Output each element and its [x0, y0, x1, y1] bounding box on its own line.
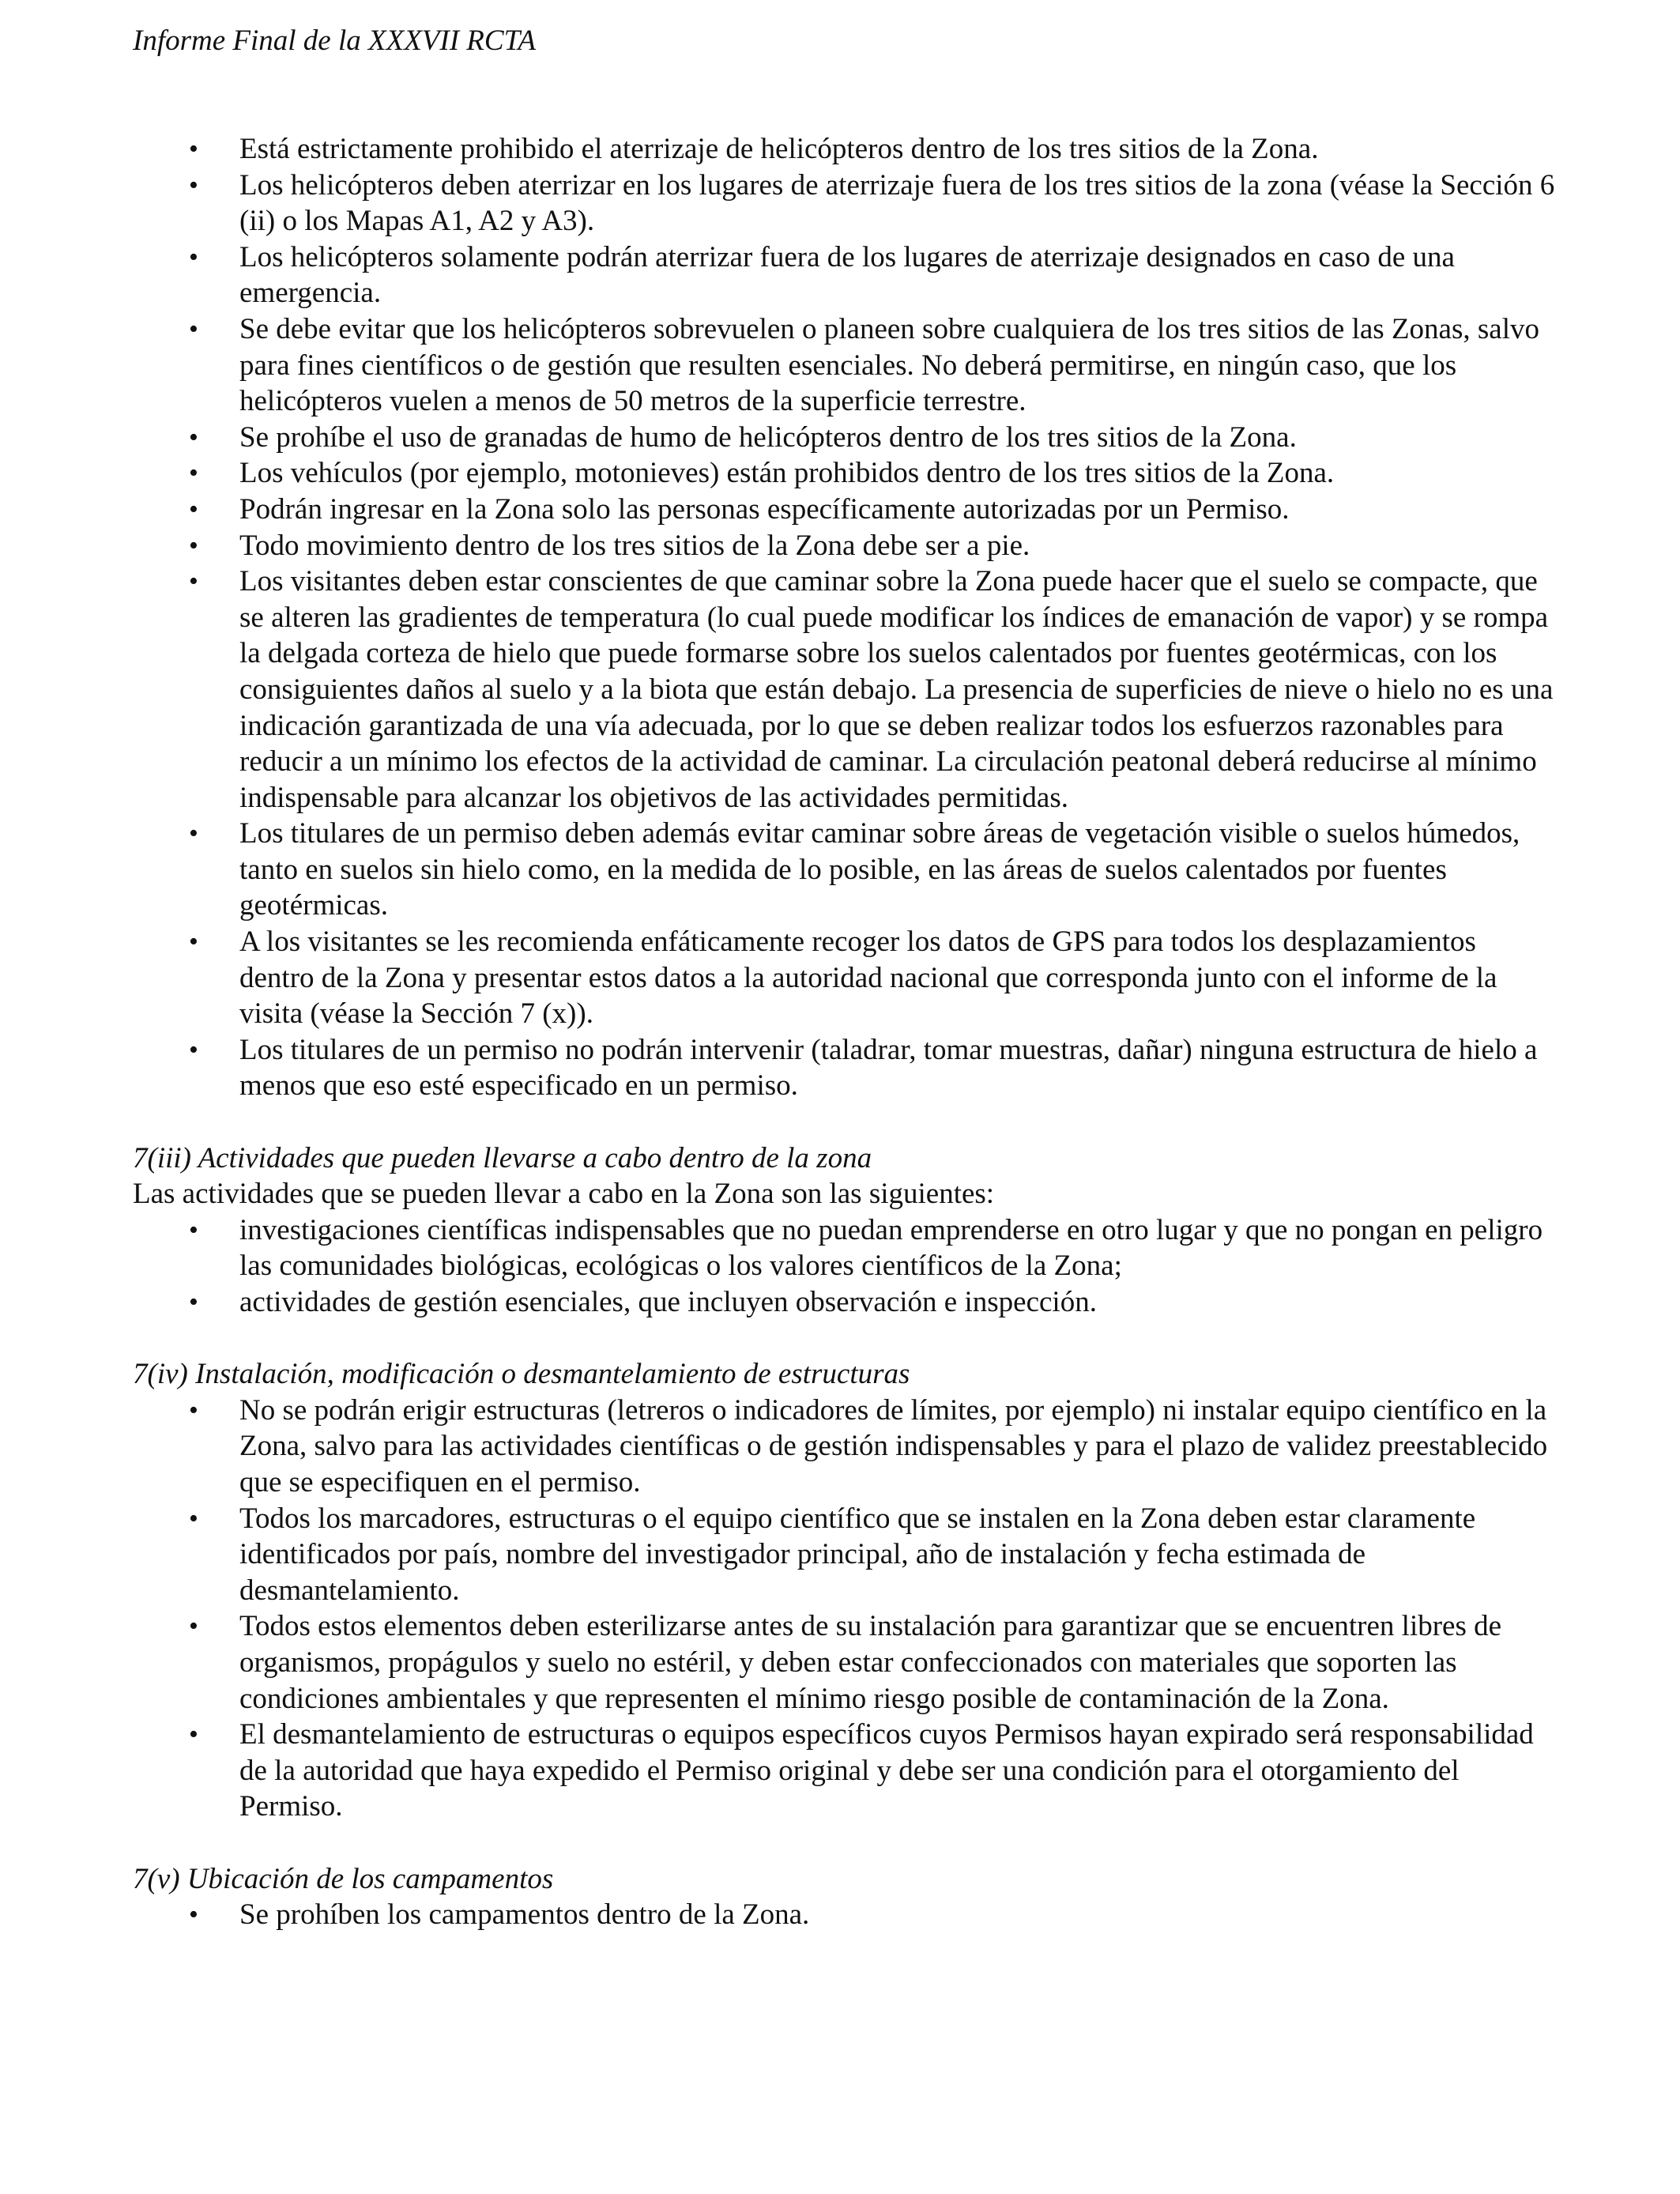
spacer	[133, 1321, 1555, 1357]
list-item-text: Se debe evitar que los helicópteros sobrevuelen o planeen sobre cualquiera de los tres sitios de las Zonas, salvo para fines científicos o de gestión que resulten esenciales. No deberá permitirse, en ningún caso, que los helicópteros vuelen a menos de 50 metros de la superficie terrestre.	[239, 312, 1539, 418]
list-item-text: Todo movimiento dentro de los tres sitios de la Zona debe ser a pie.	[239, 529, 1030, 562]
list-item-text: Los helicópteros deben aterrizar en los lugares de aterrizaje fuera de los tres sitios de la zona (véase la Sección 6 (ii) o los Mapas A1, A2 y A3).	[239, 168, 1555, 238]
list-item	[133, 1393, 1555, 1501]
running-header: Informe Final de la XXXVII RCTA	[133, 25, 537, 57]
list-item-text: Los vehículos (por ejemplo, motonieves) están prohibidos dentro de los tres sitios de la Zona.	[239, 457, 1335, 490]
section-heading-structures: 7(iv) Instalación, modificación o desmantelamiento de estructuras	[133, 1358, 910, 1391]
list-item-text: Todos estos elementos deben esterilizarse antes de su instalación para garantizar que se encuentren libres de organismos, propágulos y suelo no estéril, y deben estar confeccionados con materiales que soporten las condiciones ambientales y que representen el mínimo riesgo posible de contaminación de la Zona.	[239, 1610, 1502, 1715]
list-item	[133, 168, 1555, 239]
list-item-text: actividades de gestión esenciales, que incluyen observación e inspección.	[239, 1286, 1097, 1318]
list-item	[133, 924, 1555, 1032]
list-item-text: Los titulares de un permiso no podrán intervenir (taladrar, tomar muestras, dañar) ninguna estructura de hielo a menos que eso esté especificado en un permiso.	[239, 1033, 1538, 1103]
section-heading-activities: 7(iii) Actividades que pueden llevarse a cabo dentro de la zona	[133, 1141, 872, 1174]
bullet-icon: •	[189, 1287, 198, 1317]
bullet-icon: •	[189, 1395, 198, 1425]
list-item	[133, 131, 1555, 168]
bullet-icon: •	[189, 242, 198, 272]
bullet-icon: •	[189, 458, 198, 488]
activities-list	[133, 1212, 1555, 1321]
bullet-icon: •	[189, 494, 198, 524]
list-item	[133, 564, 1555, 816]
list-item	[133, 1032, 1555, 1104]
bullet-icon: •	[189, 1612, 198, 1642]
spacer	[133, 1825, 1555, 1861]
list-item-text: Los helicópteros solamente podrán aterrizar fuera de los lugares de aterrizaje designados en caso de una emergencia.	[239, 240, 1455, 310]
structures-list	[133, 1393, 1555, 1825]
list-item-text: Los visitantes deben estar conscientes de que caminar sobre la Zona puede hacer que el suelo se compacte, que se alteren las gradientes de temperatura (lo cual puede modificar los índices de emanación de vapor) y se rompa la delgada corteza de hielo que puede formarse sobre los suelos calentados por fuentes geotérmicas, con los consiguientes daños al suelo y a la biota que están debajo. La presencia de superficies de nieve o hielo no es una indicación garantizada de una vía adecuada, por lo que se deben realizar todos los esfuerzos razonables para reducir a un mínimo los efectos de la actividad de caminar. La circulación peatonal deberá reducirse al mínimo indispensable para alcanzar los objetivos de las actividades permitidas.	[239, 565, 1554, 814]
bullet-icon: •	[189, 819, 198, 849]
list-item	[133, 1284, 1555, 1321]
restrictions-list	[133, 131, 1555, 1104]
list-item	[133, 1501, 1555, 1609]
bullet-icon: •	[189, 1215, 198, 1245]
list-item	[133, 455, 1555, 492]
list-item	[133, 1212, 1555, 1284]
list-item	[133, 1717, 1555, 1825]
list-item	[133, 420, 1555, 456]
spacer	[133, 1104, 1555, 1140]
section-intro: Las actividades que se pueden llevar a cabo en la Zona son las siguientes:	[133, 1178, 995, 1211]
list-item	[133, 239, 1555, 311]
list-item-text: Los titulares de un permiso deben además evitar caminar sobre áreas de vegetación visible o suelos húmedos, tanto en suelos sin hielo como, en la medida de lo posible, en las áreas de suelos calentados por fuentes geotérmicas.	[239, 817, 1520, 922]
camps-list	[133, 1897, 1555, 1933]
list-item-text: Todos los marcadores, estructuras o el equipo científico que se instalen en la Zona deben estar claramente identificados por país, nombre del investigador principal, año de instalación y fecha estimada de desmantelamiento.	[239, 1502, 1476, 1607]
bullet-icon: •	[189, 1503, 198, 1533]
list-item	[133, 528, 1555, 564]
bullet-icon: •	[189, 1900, 198, 1930]
list-item	[133, 311, 1555, 420]
list-item-text: El desmantelamiento de estructuras o equipos específicos cuyos Permisos hayan expirado será responsabilidad de la autoridad que haya expedido el Permiso original y debe ser una condición para el otorgamiento del Permiso.	[239, 1718, 1534, 1823]
list-item-text: No se podrán erigir estructuras (letreros o indicadores de límites, por ejemplo) ni instalar equipo científico en la Zona, salvo para las actividades científicas o de gestión indispensables y para el plazo de validez preestablecido que se especifiquen en el permiso.	[239, 1393, 1548, 1498]
list-item	[133, 492, 1555, 528]
bullet-icon: •	[189, 1035, 198, 1065]
document-body	[133, 131, 1555, 1933]
list-item	[133, 1608, 1555, 1717]
list-item	[133, 816, 1555, 924]
bullet-icon: •	[189, 927, 198, 957]
bullet-icon: •	[189, 134, 198, 164]
list-item	[133, 1897, 1555, 1933]
list-item-text: A los visitantes se les recomienda enfáticamente recoger los datos de GPS para todos los desplazamientos dentro de la Zona y presentar estos datos a la autoridad nacional que corresponda junto con el informe de la visita (véase la Sección 7 (x)).	[239, 925, 1497, 1031]
list-item-text: Está estrictamente prohibido el aterrizaje de helicópteros dentro de los tres sitios de la Zona.	[239, 133, 1319, 165]
bullet-icon: •	[189, 422, 198, 452]
section-heading-camps: 7(v) Ubicación de los campamentos	[133, 1862, 554, 1895]
bullet-icon: •	[189, 170, 198, 200]
bullet-icon: •	[189, 314, 198, 344]
list-item-text: Se prohíbe el uso de granadas de humo de helicópteros dentro de los tres sitios de la Zona.	[239, 420, 1297, 454]
bullet-icon: •	[189, 1720, 198, 1750]
bullet-icon: •	[189, 567, 198, 597]
list-item-text: Se prohíben los campamentos dentro de la Zona.	[239, 1898, 810, 1932]
list-item-text: Podrán ingresar en la Zona solo las personas específicamente autorizadas por un Permiso.	[239, 492, 1290, 526]
bullet-icon: •	[189, 530, 198, 560]
list-item-text: investigaciones científicas indispensables que no puedan emprenderse en otro lugar y que no pongan en peligro las comunidades biológicas, ecológicas o los valores científicos de la Zona;	[239, 1213, 1543, 1283]
